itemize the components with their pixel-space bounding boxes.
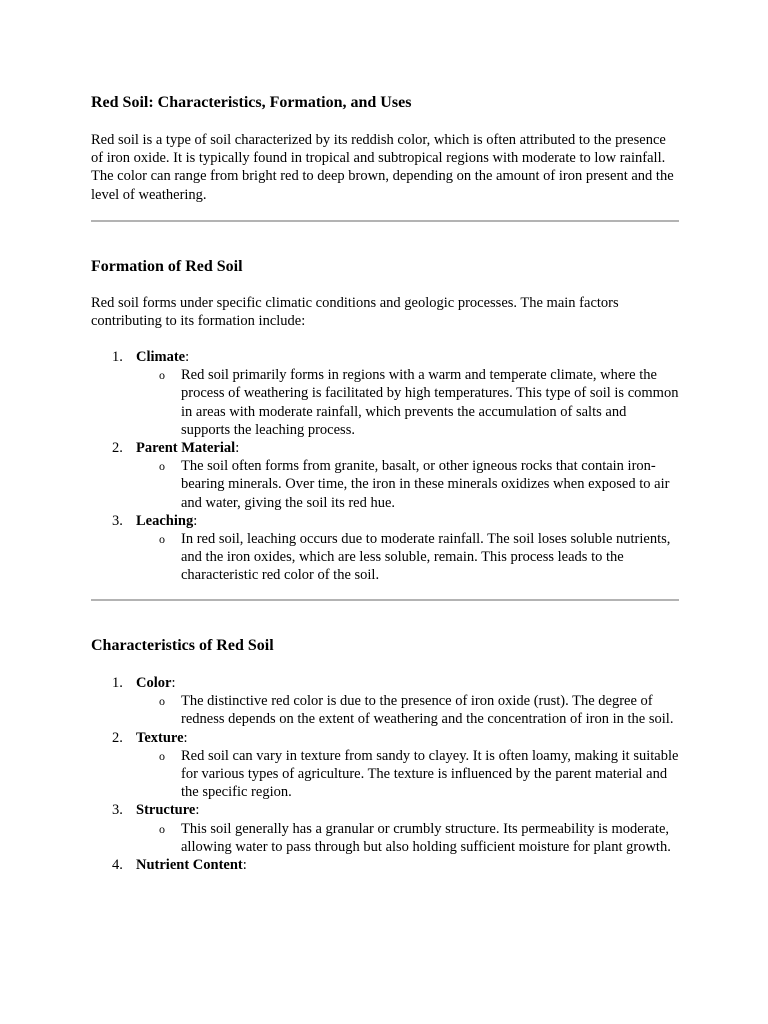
list-item: [91, 512, 679, 585]
list-colon: :: [235, 440, 240, 457]
sub-list-text: The distinctive red color is due to the presence of iron oxide (rust). The degree of redness depends on the extent of weathering and the concentration of iron in the soil.: [181, 693, 674, 728]
list-colon: :: [183, 729, 188, 746]
sub-list-item: [91, 692, 679, 728]
list-item: [91, 856, 679, 874]
sub-list-item: [91, 530, 679, 585]
list-colon: :: [193, 512, 198, 529]
section-divider-2: [91, 599, 679, 601]
list-term: Texture: [136, 729, 184, 746]
list-term: Structure: [136, 802, 196, 819]
list-colon: :: [185, 349, 190, 365]
sub-list-text: The soil often forms from granite, basalt, or other igneous rocks that contain iron-bearing minerals. Over time, the iron in these minerals oxidizes when exposed to air and water, giving the soil its red hue.: [181, 458, 670, 511]
list-term: Parent Material: [136, 440, 236, 457]
bullet-marker: o: [159, 821, 165, 836]
list-number: 3.: [112, 802, 123, 819]
list-number: 1.: [112, 675, 123, 691]
list-number: 1.: [112, 349, 123, 365]
bullet-marker: o: [159, 532, 165, 547]
list-item: [91, 729, 679, 802]
list-colon: :: [195, 802, 200, 819]
list-item: [91, 348, 679, 439]
list-item: [91, 439, 679, 512]
sub-list-text: In red soil, leaching occurs due to moderate rainfall. The soil loses soluble nutrients, and the iron oxides, which are less soluble, remain. This process leads to the characteristic red color of the soil.: [181, 531, 671, 584]
bullet-marker: o: [159, 459, 165, 474]
formation-intro: Red soil forms under specific climatic conditions and geologic processes. The main factors contributing to its formation include:: [91, 295, 619, 330]
list-number: 2.: [112, 440, 123, 457]
sub-list-item: [91, 747, 679, 802]
characteristics-list: [91, 674, 679, 874]
list-number: 3.: [112, 512, 123, 529]
sub-list-item: [91, 366, 679, 439]
list-number: 2.: [112, 729, 123, 746]
sub-list-text: Red soil primarily forms in regions with a warm and temperate climate, where the process of weathering is facilitated by high temperatures. This type of soil is common in areas with moderate rainfall, which prevents the accumulation of salts and supports the leaching process.: [181, 367, 679, 438]
sub-list-text: This soil generally has a granular or crumbly structure. Its permeability is moderate, allowing water to pass through but also holding sufficient moisture for plant growth.: [181, 820, 671, 855]
bullet-marker: o: [159, 368, 165, 383]
sub-list-item: [91, 457, 679, 512]
list-number: 4.: [112, 857, 123, 874]
list-term: Climate: [136, 349, 186, 365]
list-term: Nutrient Content: [136, 857, 243, 874]
list-item: [91, 674, 679, 729]
page-title: Red Soil: Characteristics, Formation, and Uses: [91, 94, 412, 111]
sub-list-text: Red soil can vary in texture from sandy to clayey. It is often loamy, making it suitable for various types of agriculture. The texture is influenced by the parent material and the specific region.: [181, 747, 679, 801]
list-colon: :: [242, 857, 247, 874]
section-divider-1: [91, 220, 679, 222]
characteristics-heading: Characteristics of Red Soil: [91, 637, 274, 654]
intro-paragraph: Red soil is a type of soil characterized by its reddish color, which is often attributed to the presence of iron oxide. It is typically found in tropical and subtropical regions with moderate to low rainfall. The color can range from bright red to deep brown, depending on the amount of iron present and the level of weathering.: [91, 132, 674, 203]
formation-list: [91, 348, 679, 585]
list-item: [91, 801, 679, 856]
list-term: Color: [136, 675, 172, 691]
list-colon: :: [171, 675, 176, 691]
list-term: Leaching: [136, 512, 194, 529]
formation-heading: Formation of Red Soil: [91, 258, 243, 275]
sub-list-item: [91, 820, 679, 856]
bullet-marker: o: [159, 694, 165, 709]
bullet-marker: o: [159, 748, 165, 763]
